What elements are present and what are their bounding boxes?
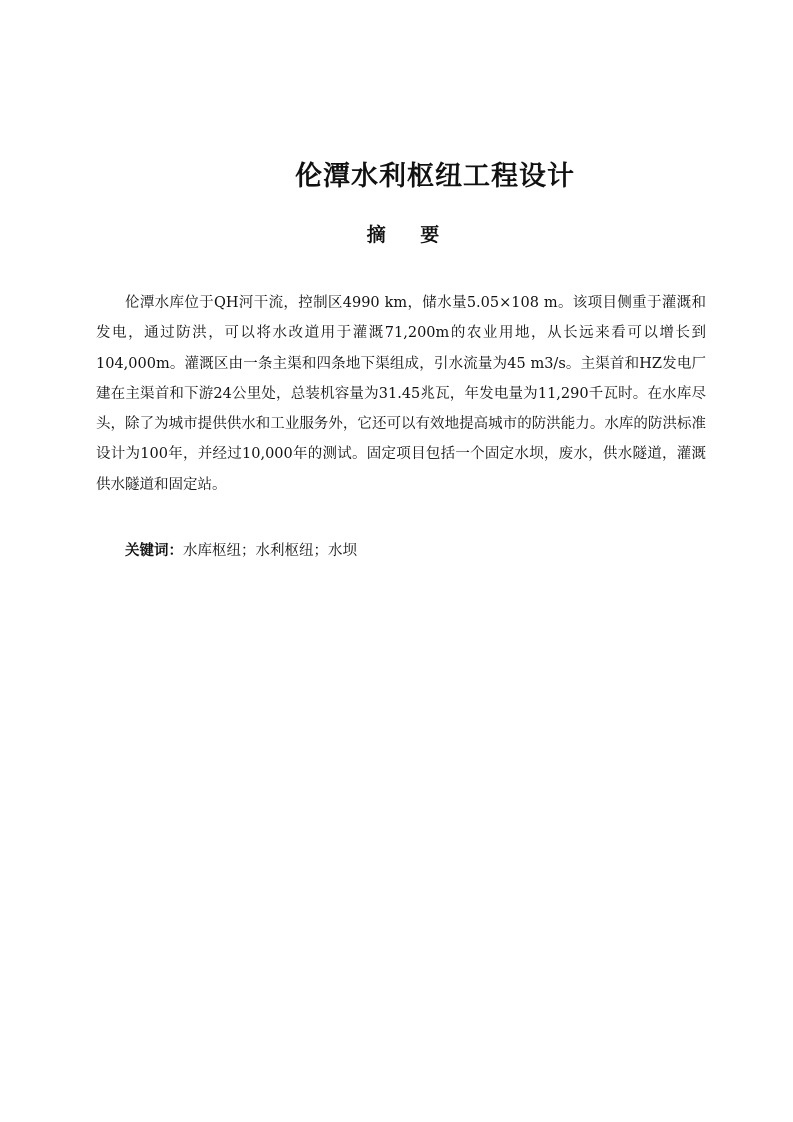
abstract-heading: 摘 要 [366, 224, 454, 246]
keywords-value: 水库枢纽；水利枢纽；水坝 [183, 543, 357, 559]
abstract-paragraph: 伦潭水库位于QH河干流，控制区4990 km，储水量5.05×108 m。该项目侧重于灌溉和发电，通过防洪，可以将水改道用于灌溉71,200m的农业用地，从长远来看可以增长到104,000m。灌溉区由一条主渠和四条地下渠组成，引水流量为45 m3/s。主渠首和HZ发电厂建在主渠首和下游24公里处，总装机容量为31.45兆瓦，年发电量为11,290千瓦时。在水库尽头，除了为城市提供供水和工业服务外，它还可以有效地提高城市的防洪能力。水库的防洪标准设计为100年，并经过10,000年的测试。固定项目包括一个固定水坝，废水，供水隧道，灌溉供水隧道和固定站。 [96, 295, 706, 493]
document-title: 伦潭水利枢纽工程设计 [295, 161, 575, 192]
keywords-label: 关键词： [125, 543, 183, 559]
keywords-line [125, 538, 685, 564]
